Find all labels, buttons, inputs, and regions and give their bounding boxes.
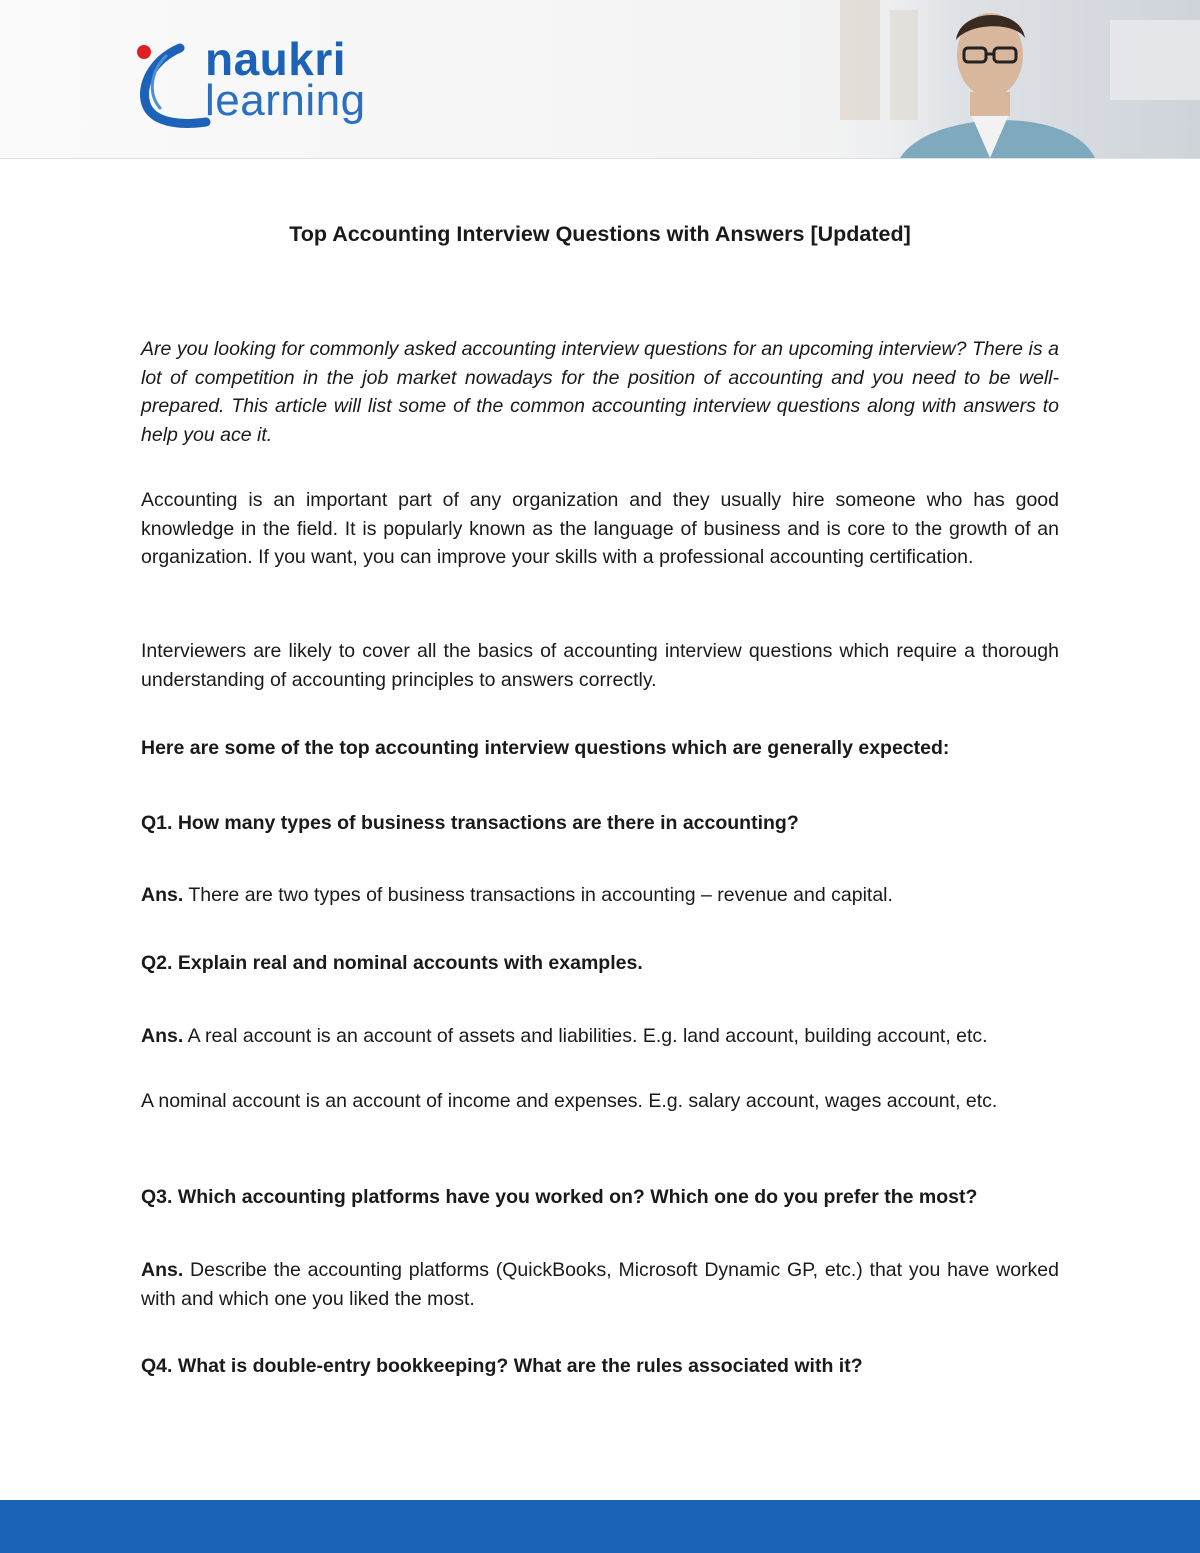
answer-1-text: There are two types of business transactions in accounting – revenue and capital. — [183, 884, 893, 906]
logo-line-naukri: naukri — [205, 33, 347, 85]
answer-2-nominal: A nominal account is an account of income and expenses. E.g. salary account, wages account, etc. — [141, 1090, 998, 1112]
answer-label: Ans. — [141, 884, 184, 906]
answer-3 — [141, 1256, 1059, 1313]
page-header — [0, 0, 1200, 159]
answer-label: Ans. — [141, 1025, 184, 1047]
answer-label: Ans. — [141, 1259, 184, 1281]
document-title: Top Accounting Interview Questions with Answers [Updated] — [289, 222, 911, 246]
naukri-logo-icon — [130, 38, 214, 130]
question-3: Q3. Which accounting platforms have you worked on? Which one do you prefer the most? — [141, 1186, 978, 1208]
paragraph-accounting: Accounting is an important part of any organization and they usually hire someone who has good knowledge in the field. It is popularly known as the language of business and is core to the growth of an organization. If you want, you can improve your skills with a professional accounting certification. — [141, 489, 1059, 568]
page-footer-bar — [0, 1500, 1200, 1553]
paragraph-interviewers: Interviewers are likely to cover all the basics of accounting interview questions which require a thorough understanding of accounting principles to answers correctly. — [141, 640, 1059, 691]
question-4: Q4. What is double-entry bookkeeping? What are the rules associated with it? — [141, 1355, 863, 1377]
question-2: Q2. Explain real and nominal accounts with examples. — [141, 952, 643, 974]
answer-1 — [141, 881, 1059, 910]
lead-heading: Here are some of the top accounting interview questions which are generally expected: — [141, 737, 950, 759]
intro-paragraph: Are you looking for commonly asked accounting interview questions for an upcoming interview? There is a lot of competition in the job market nowadays for the position of accounting and you need to be well-prepared. This article will list some of the common accounting interview questions along with answers to help you ace it. — [141, 338, 1059, 446]
answer-2 — [141, 1022, 1059, 1051]
header-photo — [820, 0, 1200, 158]
answer-3-text: Describe the accounting platforms (QuickBooks, Microsoft Dynamic GP, etc.) that you have worked with and which one you liked the most. — [141, 1259, 1059, 1310]
logo-line-learning: learning — [205, 76, 366, 125]
question-1: Q1. How many types of business transactions are there in accounting? — [141, 812, 799, 834]
answer-2-text: A real account is an account of assets and liabilities. E.g. land account, building account, etc. — [183, 1025, 988, 1047]
logo-wordmark — [205, 33, 366, 125]
